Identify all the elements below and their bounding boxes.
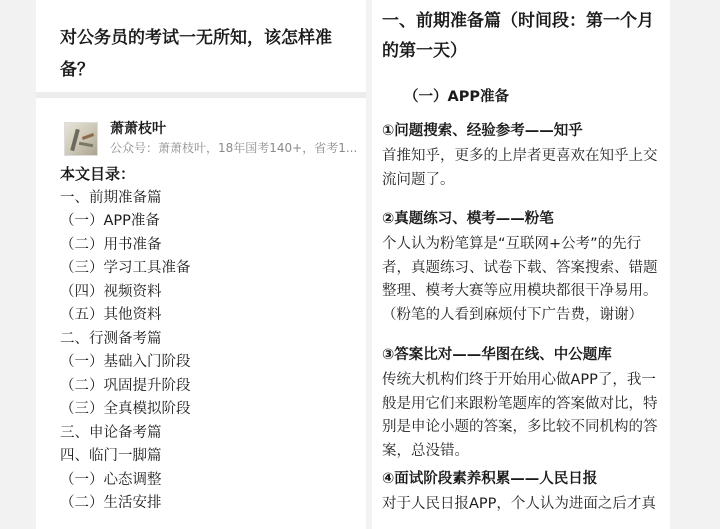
author-name[interactable]: 萧萧枝叶 xyxy=(110,121,166,137)
toc-item: （三）全真模拟阶段 xyxy=(60,401,191,417)
article-body xyxy=(382,6,666,512)
toc-item: 四、临门一脚篇 xyxy=(60,448,162,464)
toc-item: （三）学习工具准备 xyxy=(60,260,191,276)
toc-item: 一、前期准备篇 xyxy=(60,189,162,206)
section-title: ①问题搜索、经验参考——知乎 xyxy=(382,123,583,139)
section-title: ③答案比对——华图在线、中公题库 xyxy=(382,347,612,363)
toc-item: （一）心态调整 xyxy=(60,471,162,488)
section-body: 个人认为粉笔算是“互联网+公考”的先行者，真题练习、试卷下载、答案搜索、错题整理、模考大赛等应用模块都很干净易用。（粉笔的人看到麻烦付下广告费，谢谢） xyxy=(382,236,658,323)
article-section xyxy=(382,208,666,327)
toc-heading: 本文目录： xyxy=(60,165,136,183)
article-section xyxy=(382,120,666,192)
toc-item: （一）APP准备 xyxy=(60,213,160,229)
article-panel xyxy=(372,0,670,529)
section-body: 首推知乎，更多的上岸者更喜欢在知乎上交流问题了。 xyxy=(382,148,658,188)
section-title: ④面试阶段素养积累——人民日报 xyxy=(382,471,598,487)
article-section xyxy=(382,468,666,517)
question-title[interactable]: 对公务员的考试一无所知，该怎样准备？ xyxy=(60,28,332,80)
toc-item: （二）巩固提升阶段 xyxy=(60,377,191,394)
avatar[interactable] xyxy=(64,122,98,156)
author-bio: 公众号：萧萧枝叶，18年国考140+，省考1... xyxy=(110,141,358,155)
author-row[interactable] xyxy=(64,122,364,158)
article-heading: 一、前期准备篇（时间段：第一个月的第一天） xyxy=(382,11,654,61)
question-card[interactable] xyxy=(36,0,366,98)
toc-item: （二）用书准备 xyxy=(60,236,162,253)
toc-item: （二）生活安排 xyxy=(60,495,162,511)
table-of-contents xyxy=(60,163,360,516)
section-body: 对于人民日报APP，个人认为进面之后才真 xyxy=(382,496,656,512)
toc-item: （一）基础入门阶段 xyxy=(60,354,191,370)
question-panel xyxy=(36,0,366,529)
section-body: 传统大机构们终于开始用心做APP了，我一般是用它们来跟粉笔题库的答案做对比，特别是申论小题的答案，多比较不同机构的答案，总没错。 xyxy=(382,372,658,459)
article-section xyxy=(382,344,666,463)
section-title: ②真题练习、模考——粉笔 xyxy=(382,211,554,227)
article-subheading: （一）APP准备 xyxy=(404,89,509,105)
toc-item: （四）视频资料 xyxy=(60,283,162,300)
toc-item: 二、行测备考篇 xyxy=(60,330,162,347)
toc-item: 三、申论备考篇 xyxy=(60,424,162,441)
toc-item: （五）其他资料 xyxy=(60,307,162,323)
